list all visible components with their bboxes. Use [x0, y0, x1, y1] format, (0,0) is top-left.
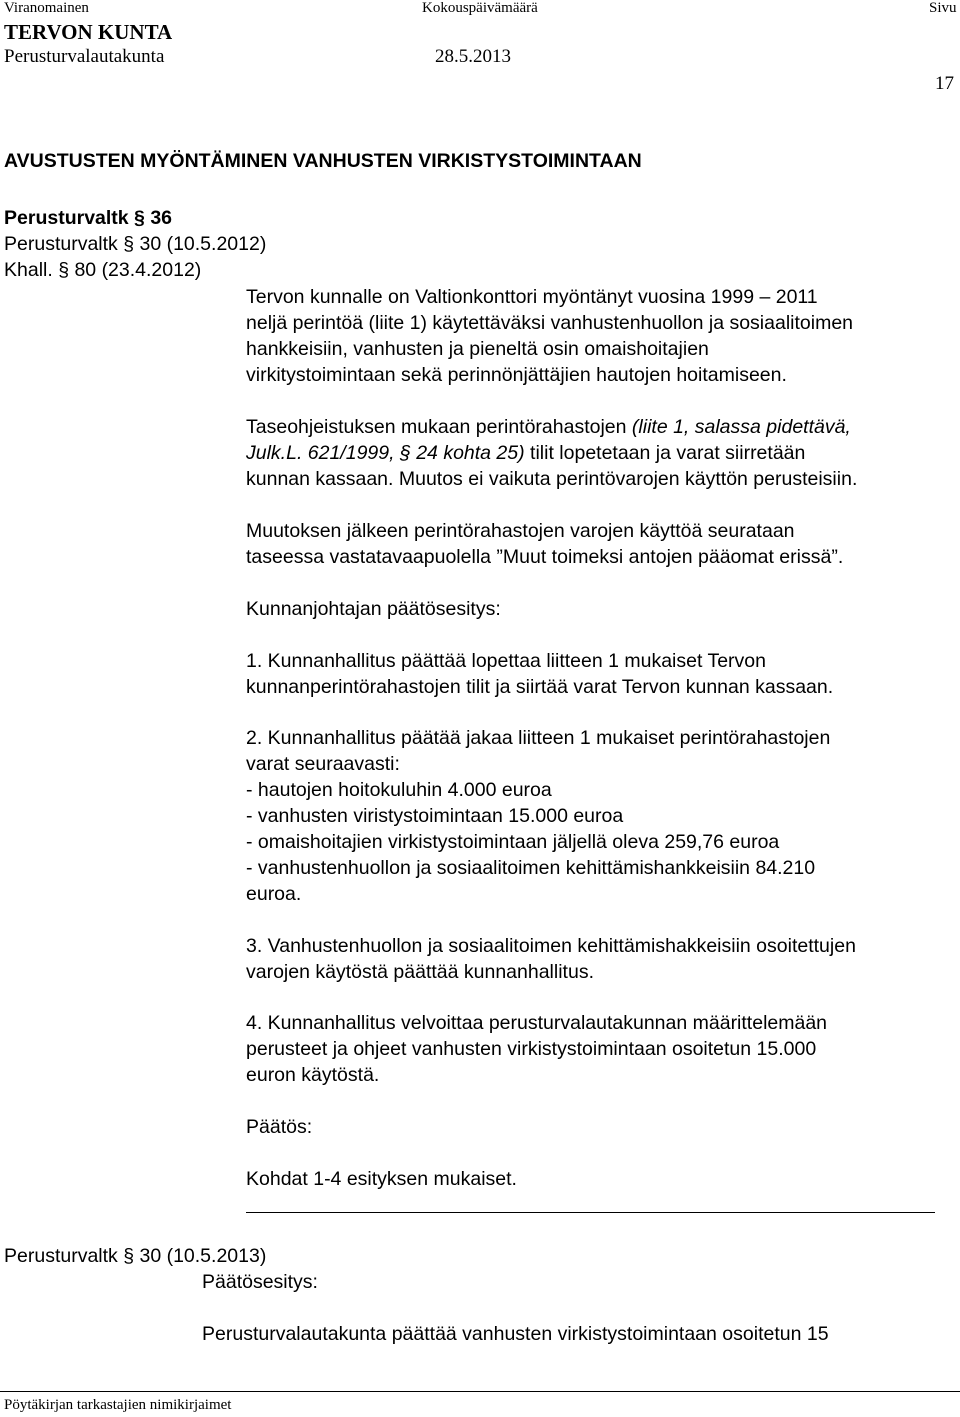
page-number: 17	[935, 73, 954, 94]
item-2-line: varat seuraavasti:	[246, 753, 400, 775]
item-3-line: varojen käytöstä päättää kunnanhallitus.	[246, 961, 594, 983]
header-page-label: Sivu	[929, 0, 957, 16]
lower-reference: Perusturvaltk § 30 (10.5.2013)	[4, 1245, 267, 1267]
p1-line: virkitystoimintaan sekä perinnönjättäjien hautojen hoitamiseen.	[246, 364, 787, 386]
item-4-line: euron käytöstä.	[246, 1064, 380, 1086]
item-4-line: perusteet ja ohjeet vanhusten virkistystoimintaan osoitetun 15.000	[246, 1038, 817, 1060]
reference-previous: Perusturvaltk § 30 (10.5.2012)	[4, 233, 267, 255]
reference-board: Khall. § 80 (23.4.2012)	[4, 259, 202, 281]
p3-line: taseessa vastatavaapuolella ”Muut toimeksi antojen pääomat erissä”.	[246, 546, 844, 568]
header-authority-label: Viranomainen	[4, 0, 89, 16]
lower-proposal-heading: Päätösesitys:	[202, 1271, 318, 1293]
meeting-date: 28.5.2013	[435, 46, 511, 67]
item-2-line: - vanhusten viristystoimintaan 15.000 euroa	[246, 805, 624, 827]
p2-text: tilit lopetetaan ja varat siirretään	[524, 442, 806, 464]
header-date-label: Kokouspäivämäärä	[422, 0, 538, 16]
decision-text: Kohdat 1-4 esityksen mukaiset.	[246, 1168, 517, 1190]
p1-line: Tervon kunnalle on Valtionkonttori myöntänyt vuosina 1999 – 2011	[246, 286, 818, 308]
item-2-line: - omaishoitajien virkistystoimintaan jäljellä oleva 259,76 euroa	[246, 831, 780, 853]
footer-label: Pöytäkirjan tarkastajien nimikirjaimet	[4, 1397, 232, 1413]
section-divider	[246, 1212, 935, 1213]
p1-line: hankkeisiin, vanhusten ja pieneltä osin omaishoitajien	[246, 338, 709, 360]
board-name: Perusturvalautakunta	[4, 46, 165, 67]
p2-line-1	[246, 414, 851, 440]
item-2-line: euroa.	[246, 883, 302, 905]
item-1-line: 1. Kunnanhallitus päättää lopettaa liitteen 1 mukaiset Tervon	[246, 650, 766, 672]
proposal-heading: Kunnanjohtajan päätösesitys:	[246, 598, 501, 620]
municipality-name: TERVON KUNTA	[4, 20, 173, 44]
p1-line: neljä perintöä (liite 1) käytettäväksi vanhustenhuollon ja sosiaalitoimen	[246, 312, 854, 334]
footer-divider	[0, 1391, 960, 1392]
item-2-line: - vanhustenhuollon ja sosiaalitoimen kehittämishankkeisiin 84.210	[246, 857, 816, 879]
p3-line: Muutoksen jälkeen perintörahastojen varojen käyttöä seurataan	[246, 520, 795, 542]
p2-line-3: kunnan kassaan. Muutos ei vaikuta perintövarojen käyttön perusteisiin.	[246, 468, 858, 490]
item-2-line: - hautojen hoitokuluhin 4.000 euroa	[246, 779, 552, 801]
item-1-line: kunnanperintörahastojen tilit ja siirtää varat Tervon kunnan kassaan.	[246, 676, 834, 698]
section-title: AVUSTUSTEN MYÖNTÄMINEN VANHUSTEN VIRKISTYSTOIMINTAAN	[4, 150, 642, 172]
p2-line-2	[246, 440, 805, 466]
p2-italic-ref: (liite 1, salassa pidettävä,	[631, 416, 851, 438]
item-4-line: 4. Kunnanhallitus velvoittaa perusturvalautakunnan määrittelemään	[246, 1012, 828, 1034]
item-2-line: 2. Kunnanhallitus päätää jakaa liitteen 1 mukaiset perintörahastojen	[246, 727, 831, 749]
p2-text: Taseohjeistuksen mukaan perintörahastojen	[246, 416, 632, 438]
decision-heading: Päätös:	[246, 1116, 313, 1138]
p2-italic-law: Julk.L. 621/1999, § 24 kohta 25)	[246, 442, 525, 464]
lower-proposal-text: Perusturvalautakunta päättää vanhusten virkistystoimintaan osoitetun 15	[202, 1323, 829, 1345]
reference-current: Perusturvaltk § 36	[4, 207, 173, 229]
item-3-line: 3. Vanhustenhuollon ja sosiaalitoimen kehittämishakkeisiin osoitettujen	[246, 935, 856, 957]
